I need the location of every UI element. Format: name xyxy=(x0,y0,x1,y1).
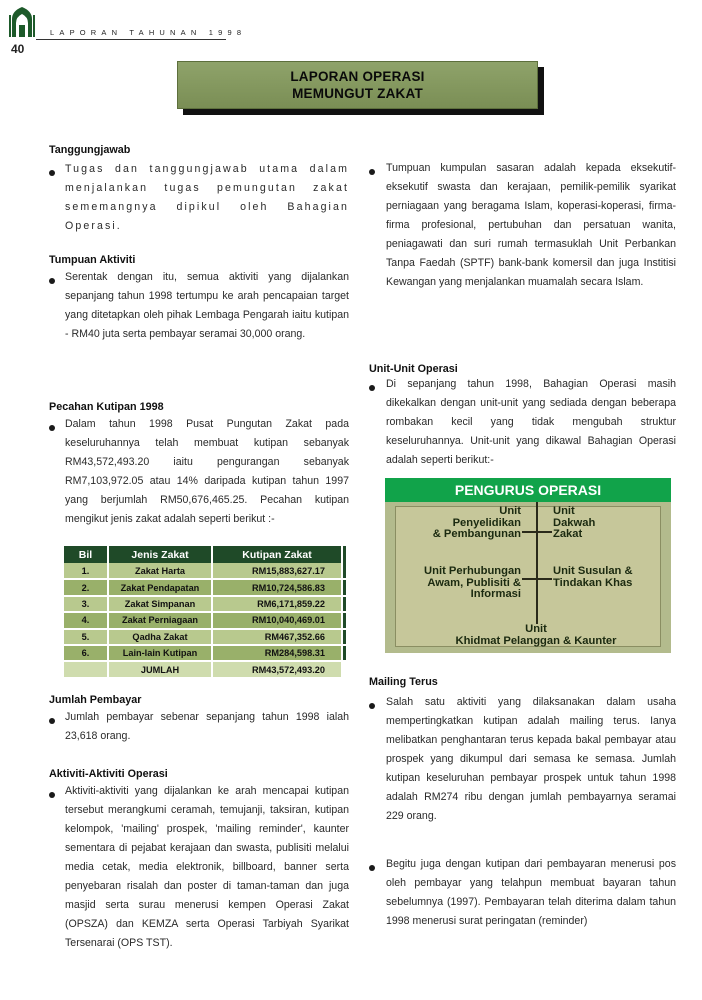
heading-aktiviti-operasi: Aktiviti-Aktiviti Operasi xyxy=(49,768,168,780)
header-kutipan-zakat: Kutipan Zakat xyxy=(212,546,342,563)
cell-total-label: JUMLAH xyxy=(108,661,212,677)
kutipan-table xyxy=(64,546,348,679)
text-unit-operasi: Di sepanjang tahun 1998, Bahagian Operasi masih dikekalkan dengan unit-unit yang sediada dengan beberapa rombakan kecil yang tidak mengubah struktur keseluruhannya. Unit-unit yang dikawal Bahagian Operasi adalah seperti berikut:- xyxy=(386,378,676,466)
title-line-2: MEMUNGUT ZAKAT xyxy=(292,86,423,101)
bullet-icon xyxy=(369,865,375,871)
mosque-logo-icon xyxy=(9,5,35,37)
table-edge xyxy=(342,629,347,645)
header-jenis-zakat: Jenis Zakat xyxy=(108,546,212,563)
title-line-1: LAPORAN OPERASI xyxy=(290,69,425,84)
text-tumpuan-aktiviti: Serentak dengan itu, semua aktiviti yang dijalankan sepanjang tahun 1998 tertumpu ke arah pencapaian target yang ditetapkan oleh pihak Lembaga Pengarah iaitu kutipan - RM40 juta serta pembayar seramai 30,000 orang. xyxy=(65,271,349,340)
cell-kutipan: RM284,598.31 xyxy=(212,645,342,661)
table-edge xyxy=(342,612,347,628)
org-label-line: Dakwah xyxy=(553,516,596,529)
running-title: LAPORAN TAHUNAN 1998 xyxy=(50,28,247,37)
cell-jenis: Zakat Pendapatan xyxy=(108,579,212,595)
bullet-icon xyxy=(369,385,375,391)
table-edge xyxy=(342,546,347,563)
cell-total-value: RM43,572,493.20 xyxy=(212,661,342,677)
org-unit-penyelidikan xyxy=(401,506,521,541)
cell-bil: 5. xyxy=(64,629,108,645)
org-label-line: Khidmat Pelanggan & Kaunter xyxy=(455,634,617,647)
cell-bil: 4. xyxy=(64,612,108,628)
cell-jenis: Qadha Zakat xyxy=(108,629,212,645)
bullet-icon xyxy=(49,278,55,284)
bullet-icon xyxy=(49,792,55,798)
org-label-line: Penyelidikan xyxy=(452,516,521,529)
table-row xyxy=(64,612,347,628)
text-mailing-terus-1: Salah satu aktiviti yang dilaksanakan dalam usaha mempertingkatkan kutipan adalah mailing terus. Ianya melibatkan penghantaran terus kepada bakal pembayar atau prospek yang dikumpul dari semasa ke semasa. Jumlah kutipan keseluruhan pembayar prospek untuk tahun 1998 adalah RM274 ribu dengan jumlah pembayarnya seramai 229 orang. xyxy=(386,696,676,822)
org-unit-khidmat xyxy=(401,624,671,647)
cell-bil: 3. xyxy=(64,596,108,612)
page-number: 40 xyxy=(11,42,25,56)
table-edge xyxy=(342,645,347,661)
header-rule xyxy=(36,39,226,40)
heading-unit-operasi: Unit-Unit Operasi xyxy=(369,363,458,375)
table-edge xyxy=(342,596,347,612)
cell-kutipan: RM10,040,469.01 xyxy=(212,612,342,628)
org-unit-susulan xyxy=(553,566,665,589)
text-pecahan-kutipan: Dalam tahun 1998 Pusat Pungutan Zakat pada keseluruhannya telah membuat kutipan sebanyak RM43,572,493.20 iaitu pengurangan sebanyak RM7,103,972.05 atau 14% daripada kutipan tahun 1997 yang berjumlah RM50,676,465.25. Pecahan kutipan mengikut jenis zakat adalah seperti berikut :- xyxy=(65,418,349,525)
bullet-icon xyxy=(49,718,55,724)
cell-jenis: Zakat Simpanan xyxy=(108,596,212,612)
org-label-line: Unit xyxy=(499,505,521,517)
table-edge xyxy=(342,563,347,579)
title-box xyxy=(177,61,538,109)
table-edge xyxy=(342,661,347,677)
cell-jenis: Lain-lain Kutipan xyxy=(108,645,212,661)
org-title: PENGURUS OPERASI xyxy=(385,478,671,502)
table-total-row xyxy=(64,661,347,677)
org-connector xyxy=(536,502,538,624)
bullet-icon xyxy=(49,425,55,431)
bullet-icon xyxy=(369,703,375,709)
table-row xyxy=(64,579,347,595)
table-header-row xyxy=(64,546,347,563)
text-mailing-terus-2: Begitu juga dengan kutipan dari pembayaran menerusi pos oleh pembayar yang telahpun membuat bayaran tahun sebelumnya (1997). Pembayaran telah diterima dalam tahun 1998 menerusi surat peringatan (reminder) xyxy=(386,858,676,927)
org-label-line: Unit Susulan & xyxy=(553,565,633,577)
org-label-line: Tindakan Khas xyxy=(553,576,633,589)
cell-bil: 1. xyxy=(64,563,108,579)
cell-kutipan: RM467,352.66 xyxy=(212,629,342,645)
org-chart xyxy=(385,478,671,653)
cell-kutipan: RM6,171,859.22 xyxy=(212,596,342,612)
bullet-icon xyxy=(369,169,375,175)
cell-kutipan: RM15,883,627.17 xyxy=(212,563,342,579)
table-edge xyxy=(342,579,347,595)
text-tumpuan-kumpulan: Tumpuan kumpulan sasaran adalah kepada eksekutif-eksekutif swasta dan kerajaan, pemilik-pemilik syarikat perniagaan yang beragama Islam, koperasi-koperasi, firma-firma profesional, pertubuhan dan persatuan wanita, peniagawati dan suri rumah termasuklah Unit Perbankan Tanpa Faedah (SPTF) bank-bank komersil dan juga Institisi Kewangan yang menjalankan muamalah secara Islam. xyxy=(386,162,676,288)
cell-kutipan: RM10,724,586.83 xyxy=(212,579,342,595)
table-row xyxy=(64,596,347,612)
org-connector xyxy=(522,578,552,580)
heading-jumlah-pembayar: Jumlah Pembayar xyxy=(49,694,142,706)
header-bil: Bil xyxy=(64,546,108,563)
org-label-line: Zakat xyxy=(553,528,583,540)
text-tanggungjawab: Tugas dan tanggungjawab utama dalam menjalankan tugas pemungutan zakat sememangnya dipikul oleh Bahagian Operasi. xyxy=(65,163,349,232)
org-label-line: & Pembangunan xyxy=(432,528,521,540)
heading-mailing-terus: Mailing Terus xyxy=(369,676,438,688)
org-label-line: Informasi xyxy=(470,588,521,600)
table-row xyxy=(64,563,347,579)
org-unit-perhubungan xyxy=(397,566,521,601)
org-label-line: Unit xyxy=(525,623,547,635)
table-row xyxy=(64,645,347,661)
cell-bil: 6. xyxy=(64,645,108,661)
table-row xyxy=(64,629,347,645)
org-label-line: Unit xyxy=(553,505,575,517)
heading-pecahan-kutipan: Pecahan Kutipan 1998 xyxy=(49,401,164,413)
cell-empty xyxy=(64,661,108,677)
heading-tumpuan-aktiviti: Tumpuan Aktiviti xyxy=(49,254,136,266)
text-jumlah-pembayar: Jumlah pembayar sebenar sepanjang tahun 1998 ialah 23,618 orang. xyxy=(65,711,349,742)
cell-jenis: Zakat Harta xyxy=(108,563,212,579)
org-unit-dakwah xyxy=(553,506,653,541)
org-connector xyxy=(522,531,552,533)
cell-jenis: Zakat Perniagaan xyxy=(108,612,212,628)
cell-bil: 2. xyxy=(64,579,108,595)
text-aktiviti-operasi: Aktiviti-aktiviti yang dijalankan ke arah mencapai kutipan tersebut merangkumi ceramah, temujanji, taksiran, kutipan kelompok, 'mailing' prospek, 'mailing reminder', kaunter sementara di pejabat kerajaan dan swasta, publisiti melalui media cetak, media elektronik, billboard, banner serta penyebaran risalah dan poster di taman-taman dan juga masjid serta surau menerusi kempen Operasi Zakat (OPSZA) dan KEMZA serta Operasi Tarbiyah Syarikat Tersenarai (OPS TST). xyxy=(65,785,349,949)
heading-tanggungjawab: Tanggungjawab xyxy=(49,144,131,156)
org-label-line: Awam, Publisiti & xyxy=(427,576,521,589)
org-label-line: Unit Perhubungan xyxy=(424,565,521,577)
bullet-icon xyxy=(49,170,55,176)
